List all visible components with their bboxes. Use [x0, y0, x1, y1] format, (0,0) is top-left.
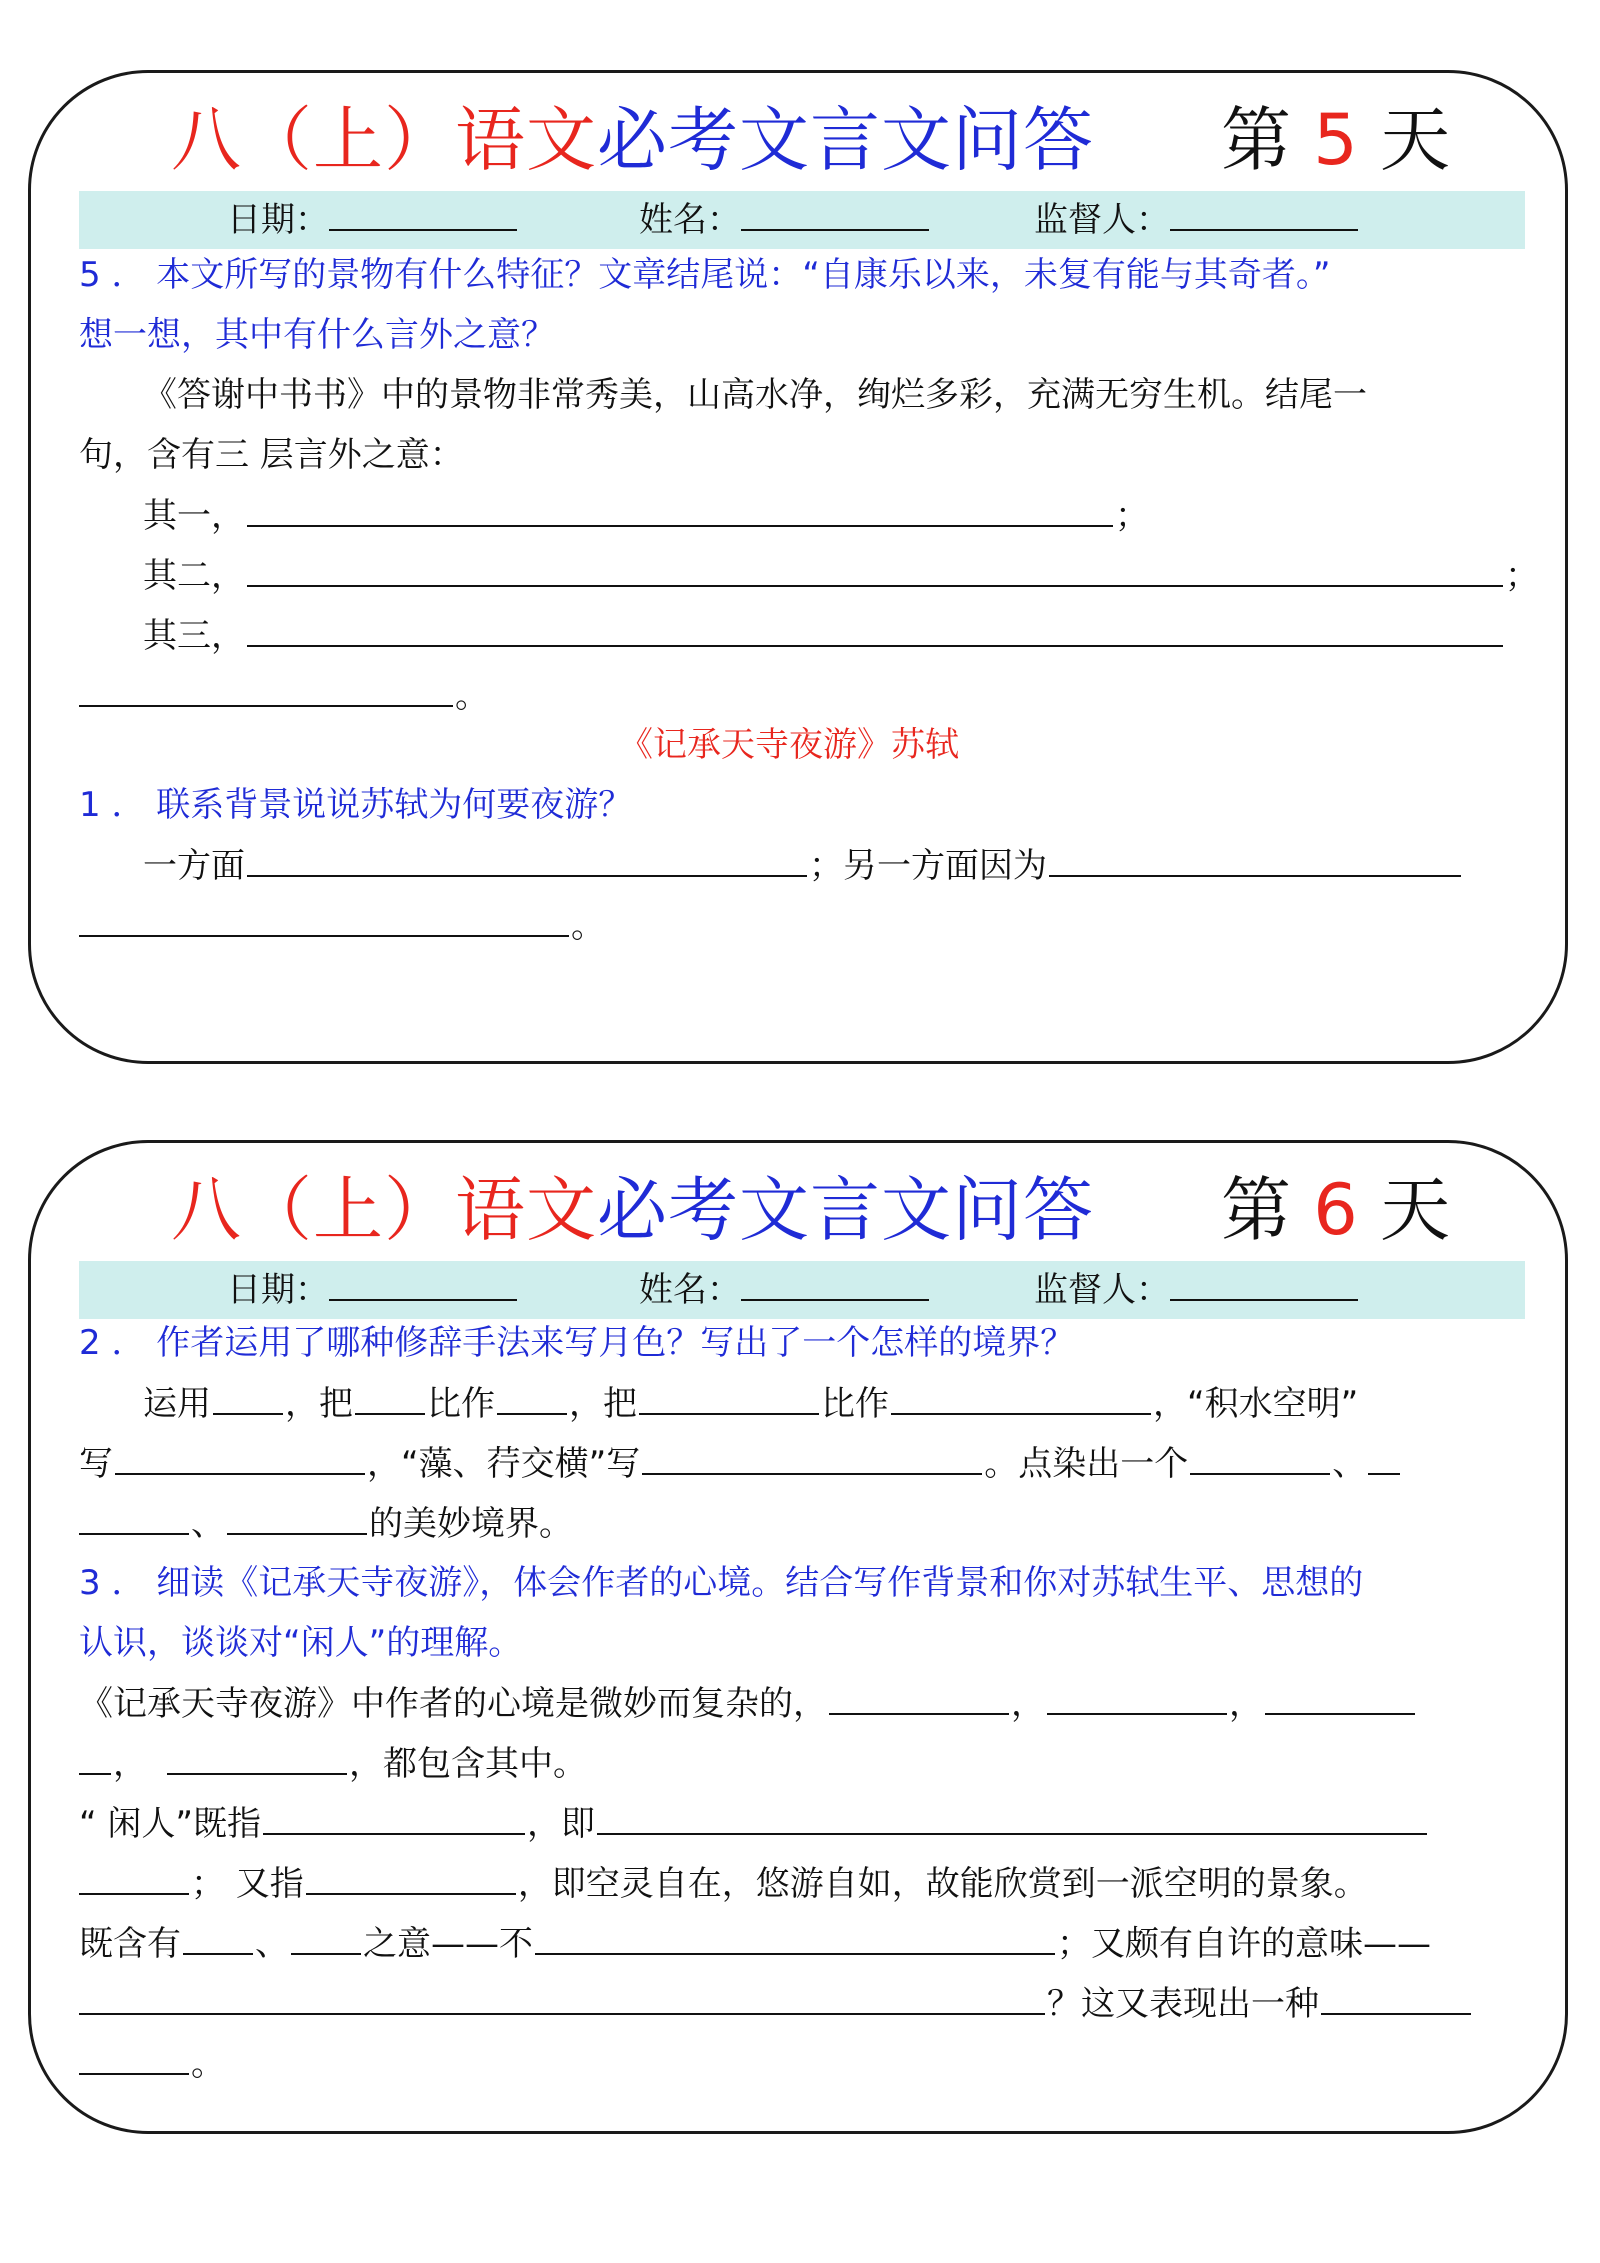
day-label: 第 5 天	[1221, 99, 1451, 181]
answer-blank[interactable]	[829, 1683, 1009, 1715]
info-bar	[79, 191, 1525, 249]
answer-blank[interactable]	[167, 1743, 347, 1775]
question-3-line2: 认识，谈谈对“闲人”的理解。	[79, 1623, 523, 1663]
answer-5-line1: 《答谢中书书》中的景物非常秀美，山高水净，绚烂多彩，充满无穷生机。结尾一	[143, 375, 1367, 415]
name-field: 姓名：	[639, 1261, 929, 1319]
day-number: 5	[1313, 99, 1358, 181]
name-field: 姓名：	[639, 191, 929, 249]
answer-blank[interactable]	[355, 1383, 425, 1415]
answer-blank[interactable]	[115, 1443, 365, 1475]
answer-1-continuation: 。	[79, 905, 605, 946]
answer-blank[interactable]	[79, 675, 453, 707]
answer-5-line2: 句，含有三 层言外之意：	[79, 435, 464, 475]
supervisor-blank[interactable]	[1170, 1261, 1358, 1301]
answer-blank[interactable]	[1190, 1443, 1330, 1475]
answer-blank[interactable]	[1047, 1683, 1227, 1715]
day-label: 第 6 天	[1221, 1169, 1451, 1251]
supervisor-field: 监督人：	[1034, 1261, 1358, 1319]
answer-blank[interactable]	[79, 1983, 1045, 2015]
name-blank[interactable]	[741, 191, 929, 231]
answer-blank[interactable]	[1321, 1983, 1471, 2015]
worksheet-card-day5	[28, 70, 1568, 1064]
answer-blank[interactable]	[247, 845, 807, 877]
answer-blank[interactable]	[1368, 1443, 1400, 1475]
answer-blank[interactable]	[227, 1503, 367, 1535]
answer-3-line6: ？这又表现出一种	[79, 1983, 1473, 2024]
answer-3-line7: 。	[79, 2043, 225, 2084]
answer-5-second: 其二， ；	[143, 556, 1539, 596]
answer-blank[interactable]	[183, 1923, 253, 1955]
date-field: 日期：	[227, 1261, 517, 1319]
answer-1: 一方面 ；另一方面因为	[143, 845, 1463, 886]
answer-3-line1: 《记承天寺夜游》中作者的心境是微妙而复杂的， ， ，	[79, 1683, 1417, 1724]
date-field: 日期：	[227, 191, 517, 249]
worksheet-title: 八（上）语文必考文言文问答	[171, 1169, 1094, 1251]
worksheet-title: 八（上）语文必考文言文问答	[171, 99, 1094, 181]
answer-3-line2: ， ，都包含其中。	[79, 1743, 587, 1784]
answer-5-third: 其三，	[143, 615, 1505, 656]
answer-2-line3: 、 的美妙境界。	[79, 1503, 573, 1544]
supervisor-field: 监督人：	[1034, 191, 1358, 249]
answer-blank[interactable]	[79, 1743, 111, 1775]
answer-blank[interactable]	[247, 615, 1503, 647]
info-bar	[79, 1261, 1525, 1319]
answer-blank[interactable]	[263, 1803, 525, 1835]
answer-blank[interactable]	[891, 1383, 1151, 1415]
card-title	[31, 1165, 1565, 1255]
answer-blank[interactable]	[79, 1503, 189, 1535]
answer-blank[interactable]	[79, 905, 569, 937]
answer-blank[interactable]	[535, 1923, 1055, 1955]
answer-blank[interactable]	[642, 1443, 982, 1475]
question-3-line1: 3 ． 细读《记承天寺夜游》，体会作者的心境。结合写作背景和你对苏轼生平、思想的	[79, 1563, 1364, 1603]
supervisor-blank[interactable]	[1170, 191, 1358, 231]
answer-3-line5: 既含有 、 之意——不 ；又颇有自许的意味——	[79, 1924, 1431, 1964]
answer-3-line3: “ 闲人”既指 ，即	[79, 1803, 1429, 1844]
answer-2-line1: 运用 ，把 比作 ，把 比作 ，“积水空明”	[143, 1384, 1359, 1424]
answer-2-line2: 写 ，“藻、荇交横”写 。点染出一个 、	[79, 1443, 1402, 1484]
answer-blank[interactable]	[306, 1863, 516, 1895]
answer-blank[interactable]	[639, 1383, 819, 1415]
answer-3-line4: ； 又指 ，即空灵自在，悠游自如，故能欣赏到一派空明的景象。	[79, 1863, 1368, 1904]
answer-5-continuation: 。	[79, 675, 489, 716]
answer-5-first: 其一， ；	[143, 496, 1149, 536]
question-2: 2 ． 作者运用了哪种修辞手法来写月色？写出了一个怎样的境界？	[79, 1323, 1075, 1363]
name-blank[interactable]	[741, 1261, 929, 1301]
question-5-line1: 5 ． 本文所写的景物有什么特征？文章结尾说：“自康乐以来，未复有能与其奇者。”	[79, 255, 1331, 295]
day-number: 6	[1313, 1169, 1358, 1251]
date-blank[interactable]	[329, 191, 517, 231]
answer-blank[interactable]	[497, 1383, 567, 1415]
answer-blank[interactable]	[247, 495, 1113, 527]
worksheet-card-day6	[28, 1140, 1568, 2134]
answer-blank[interactable]	[79, 2043, 189, 2075]
date-blank[interactable]	[329, 1261, 517, 1301]
answer-blank[interactable]	[291, 1923, 361, 1955]
section-title: 《记承天寺夜游》苏轼	[619, 725, 959, 765]
answer-blank[interactable]	[1265, 1683, 1415, 1715]
answer-blank[interactable]	[79, 1863, 189, 1895]
card-title	[31, 95, 1565, 185]
answer-blank[interactable]	[247, 555, 1503, 587]
question-1: 1 ． 联系背景说说苏轼为何要夜游？	[79, 785, 633, 825]
question-5-line2: 想一想，其中有什么言外之意？	[79, 315, 555, 355]
answer-blank[interactable]	[1049, 845, 1461, 877]
answer-blank[interactable]	[213, 1383, 283, 1415]
answer-blank[interactable]	[597, 1803, 1427, 1835]
